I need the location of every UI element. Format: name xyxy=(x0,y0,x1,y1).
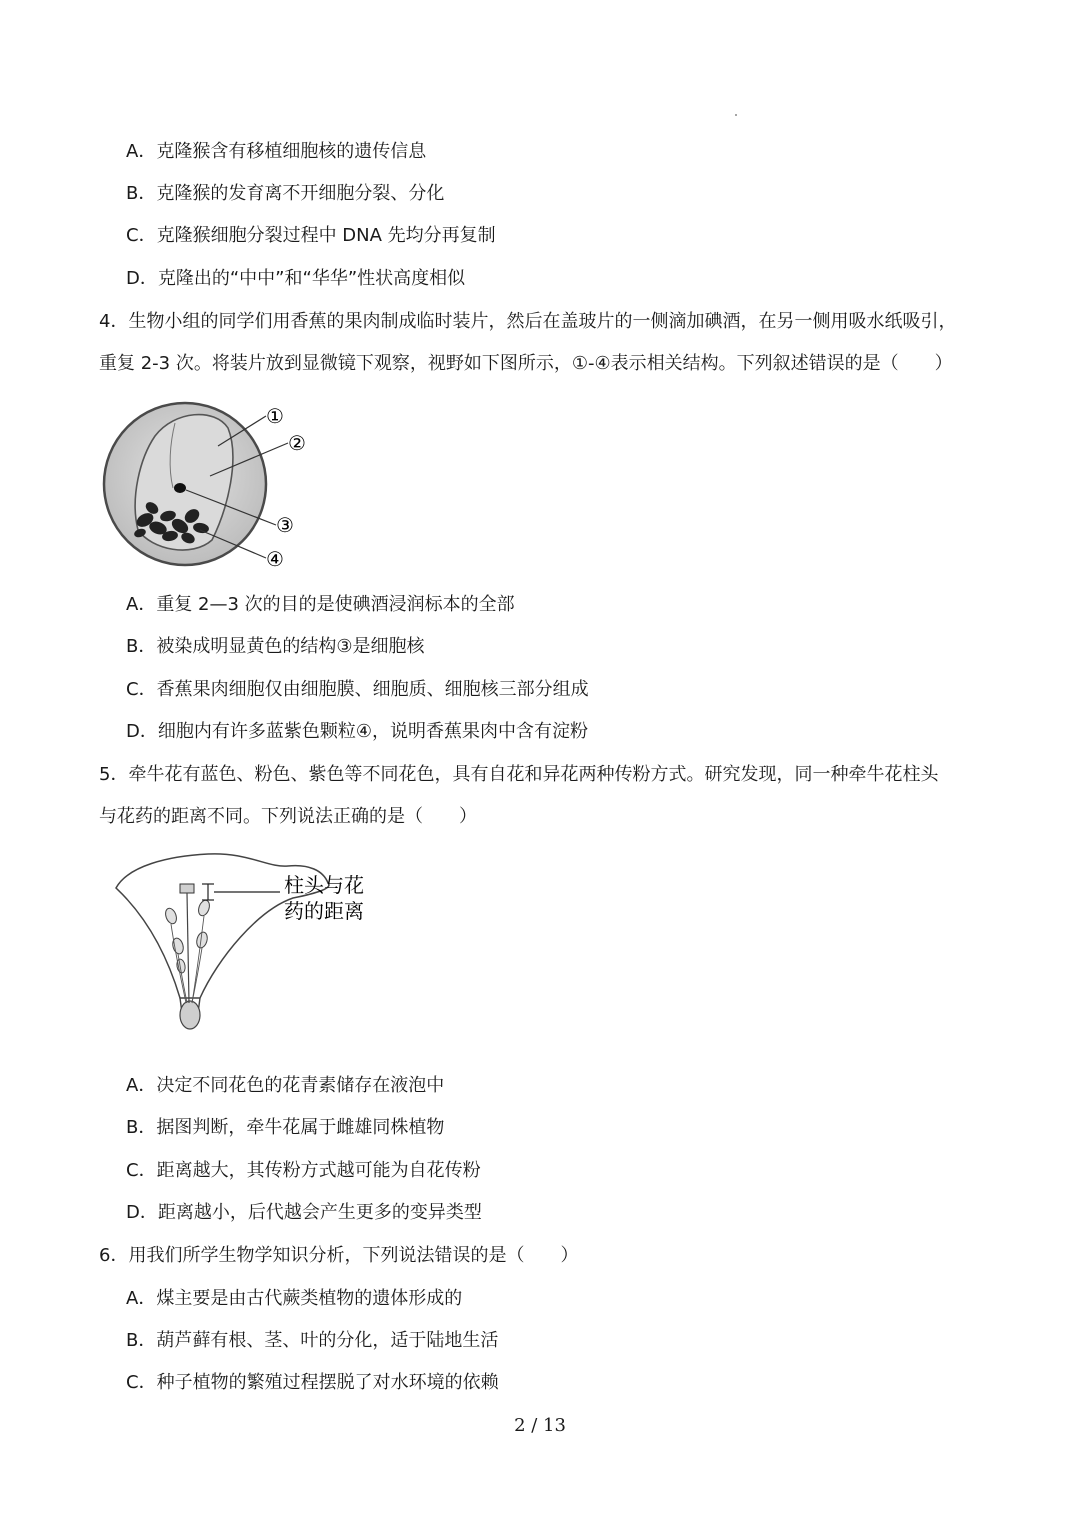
q3-option-a: A．克隆猴含有移植细胞核的遗传信息 xyxy=(126,141,427,162)
q6-option-c: C．种子植物的繁殖过程摆脱了对水环境的依赖 xyxy=(126,1372,499,1393)
q4-option-d: D．细胞内有许多蓝紫色颗粒④，说明香蕉果肉中含有淀粉 xyxy=(126,721,588,742)
q6-option-a: A．煤主要是由古代蕨类植物的遗体形成的 xyxy=(126,1288,463,1309)
q5-option-d: D．距离越小，后代越会产生更多的变异类型 xyxy=(126,1202,482,1223)
q4-stem-line1: 4．生物小组的同学们用香蕉的果肉制成临时装片，然后在盖玻片的一侧滴加碘酒，在另一侧用吸水纸吸引， xyxy=(99,311,957,332)
stigma xyxy=(180,884,194,893)
distance-label-line1: 柱头与花 xyxy=(284,873,364,897)
q5-stem-line1: 5．牵牛花有蓝色、粉色、紫色等不同花色，具有自花和异花两种传粉方式。研究发现，同一种牵牛花柱头 xyxy=(99,764,939,785)
q4-stem-line2: 重复 2-3 次。将装片放到显微镜下观察，视野如下图所示，①-④表示相关结构。下列叙述错误的是（ ） xyxy=(99,353,953,374)
q4-option-a: A．重复 2—3 次的目的是使碘酒浸润标本的全部 xyxy=(126,594,515,615)
q5-option-a: A．决定不同花色的花青素储存在液泡中 xyxy=(126,1075,445,1096)
speck xyxy=(735,114,737,116)
q3-option-d: D．克隆出的“中中”和“华华”性状高度相似 xyxy=(126,268,466,289)
q6-option-b: B．葫芦藓有根、茎、叶的分化，适于陆地生活 xyxy=(126,1330,499,1351)
q3-option-c: C．克隆猴细胞分裂过程中 DNA 先均分再复制 xyxy=(126,225,496,246)
q5-stem-line2: 与花药的距离不同。下列说法正确的是（ ） xyxy=(99,806,477,827)
label-3: ③ xyxy=(276,513,294,537)
q4-option-c: C．香蕉果肉细胞仅由细胞膜、细胞质、细胞核三部分组成 xyxy=(126,679,589,700)
q5-option-c: C．距离越大，其传粉方式越可能为自花传粉 xyxy=(126,1160,481,1181)
q4-option-b: B．被染成明显黄色的结构③是细胞核 xyxy=(126,636,425,657)
label-1: ① xyxy=(266,404,284,428)
q3-option-b: B．克隆猴的发育离不开细胞分裂、分化 xyxy=(126,183,445,204)
nucleus xyxy=(174,483,186,493)
page-number: 2 / 13 xyxy=(514,1415,566,1436)
label-2: ② xyxy=(288,431,306,455)
label-4: ④ xyxy=(266,547,284,571)
distance-label-line2: 药的距离 xyxy=(284,899,364,923)
morning-glory-diagram xyxy=(108,848,378,1033)
q5-option-b: B．据图判断，牵牛花属于雌雄同株植物 xyxy=(126,1117,445,1138)
ovary xyxy=(180,1001,200,1029)
q6-stem: 6．用我们所学生物学知识分析，下列说法错误的是（ ） xyxy=(99,1245,579,1266)
banana-cell-micrograph xyxy=(100,398,310,573)
